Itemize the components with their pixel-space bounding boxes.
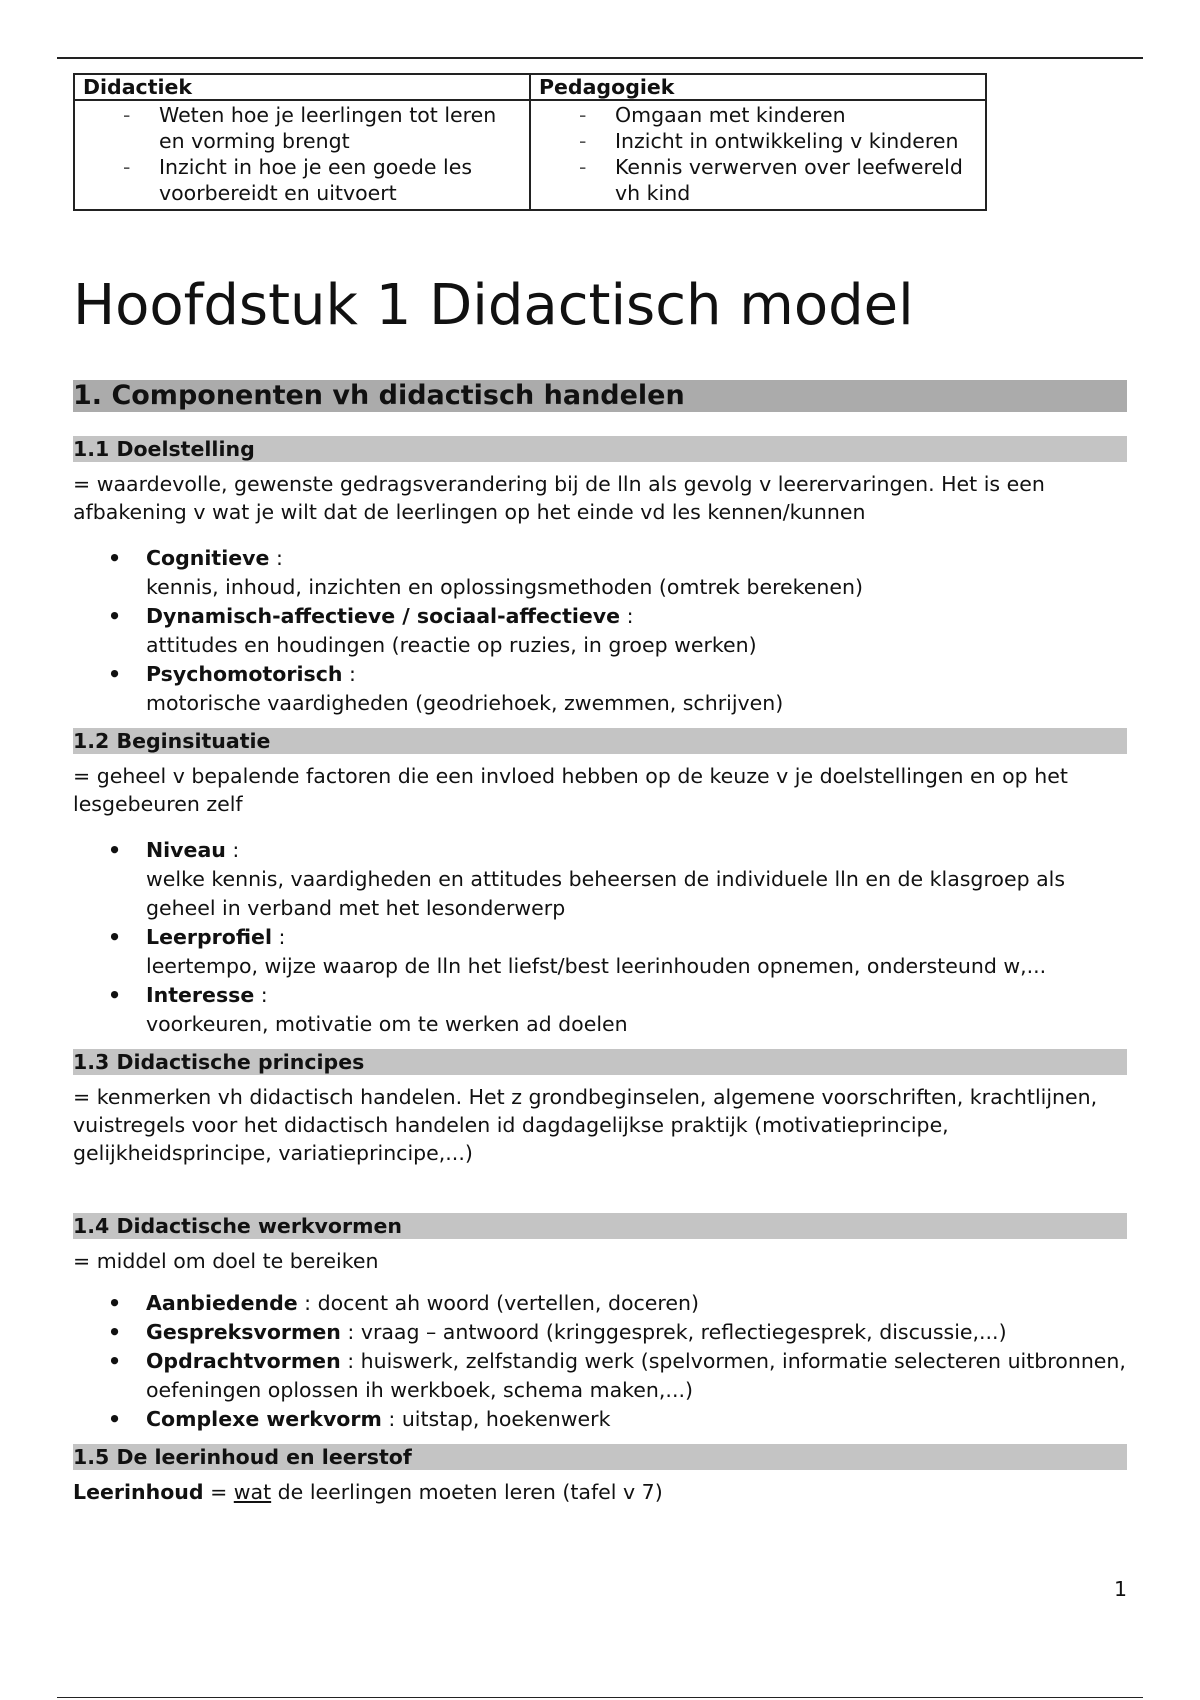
subsection-heading-leerinhoud: 1.5 De leerinhoud en leerstof: [73, 1444, 1127, 1470]
description: leertempo, wijze waarop de lln het liefst/best leerinhouden opnemen, ondersteund w,...: [146, 954, 1047, 978]
list-item: - Kennis verwerven over leefwereld vh kind: [539, 154, 977, 206]
description: : huiswerk, zelfstandig werk (spelvormen, informatie selecteren uitbronnen, oefeningen oplossen ih werkboek, schema maken,...): [146, 1349, 1126, 1402]
list-item: [73, 981, 1127, 1039]
werkvormen-list: [73, 1289, 1127, 1434]
description: : docent ah woord (vertellen, doceren): [297, 1291, 699, 1315]
term: Opdrachtvormen: [146, 1349, 341, 1373]
list-item: - Inzicht in ontwikkeling v kinderen: [539, 128, 977, 154]
list-item: [73, 660, 1127, 718]
term: Leerinhoud: [73, 1480, 204, 1504]
term: Leerprofiel: [146, 925, 272, 949]
section-heading: 1. Componenten vh didactisch handelen: [73, 380, 1127, 412]
pedagogiek-cell: [530, 100, 986, 210]
subsection-heading-beginsituatie: 1.2 Beginsituatie: [73, 728, 1127, 754]
principes-definition: = kenmerken vh didactisch handelen. Het z grondbeginselen, algemene voorschriften, krachtlijnen, vuistregels voor het didactisch handelen id dagdagelijkse praktijk (motivatieprincipe, gelijkheidsprincipe, variatieprincipe,...): [73, 1085, 1098, 1165]
description: motorische vaardigheden (geodriehoek, zwemmen, schrijven): [146, 691, 784, 715]
term: Complexe werkvorm: [146, 1407, 382, 1431]
list-item: [73, 602, 1127, 660]
table-header-row: [74, 74, 986, 100]
beginsituatie-definition: = geheel v bepalende factoren die een invloed hebben op de keuze v je doelstellingen en op het lesgebeuren zelf: [73, 764, 1068, 816]
term: Interesse: [146, 983, 255, 1007]
comparison-table: [73, 73, 987, 211]
list-item: - Omgaan met kinderen: [539, 102, 977, 128]
term: Aanbiedende: [146, 1291, 298, 1315]
underlined-word: wat: [233, 1480, 272, 1504]
list-item: [73, 1347, 1127, 1405]
list-item: [73, 544, 1127, 602]
term: Psychomotorisch: [146, 662, 343, 686]
description: attitudes en houdingen (reactie op ruzies, in groep werken): [146, 633, 757, 657]
chapter-title: Hoofdstuk 1 Didactisch model: [73, 273, 914, 338]
didactiek-cell: [74, 100, 530, 210]
bottom-rule: [57, 1697, 1143, 1698]
list-item: [73, 1405, 1127, 1434]
werkvormen-definition: = middel om doel te bereiken: [73, 1249, 379, 1273]
separator: :: [271, 925, 286, 949]
separator: :: [342, 662, 356, 686]
separator: :: [254, 983, 268, 1007]
description: de leerlingen moeten leren (tafel v 7): [271, 1480, 663, 1504]
equals: =: [203, 1480, 234, 1504]
description: : uitstap, hoekenwerk: [381, 1407, 611, 1431]
term: Dynamisch-affectieve / sociaal-affectieve: [146, 604, 621, 628]
doelstelling-list: [73, 544, 1127, 718]
table-row: [74, 100, 986, 210]
separator: :: [225, 838, 240, 862]
list-item: - Weten hoe je leerlingen tot leren en vorming brengt: [83, 102, 521, 154]
description: kennis, inhoud, inzichten en oplossingsmethoden (omtrek berekenen): [146, 575, 864, 599]
description: welke kennis, vaardigheden en attitudes beheersen de individuele lln en de klasgroep als geheel in verband met het lesonderwerp: [146, 867, 1066, 920]
top-rule: [57, 57, 1143, 59]
term: Niveau: [146, 838, 226, 862]
page-number: 1: [1113, 1577, 1127, 1601]
list-item: [73, 923, 1127, 981]
description: : vraag – antwoord (kringgesprek, reflectiegesprek, discussie,...): [340, 1320, 1007, 1344]
leerinhoud-definition: [73, 1478, 1127, 1506]
header-pedagogiek: Pedagogiek: [530, 74, 986, 100]
subsection-heading-doelstelling: 1.1 Doelstelling: [73, 436, 1127, 462]
subsection-heading-werkvormen: 1.4 Didactische werkvormen: [73, 1213, 1127, 1239]
header-didactiek: Didactiek: [74, 74, 530, 100]
list-item: [73, 1289, 1127, 1318]
description: voorkeuren, motivatie om te werken ad doelen: [146, 1012, 628, 1036]
list-item: - Inzicht in hoe je een goede les voorbereidt en uitvoert: [83, 154, 521, 206]
separator: :: [269, 546, 283, 570]
separator: :: [620, 604, 634, 628]
beginsituatie-list: [73, 836, 1127, 1039]
doelstelling-definition: = waardevolle, gewenste gedragsverandering bij de lln als gevolg v leerervaringen. Het is een afbakening v wat je wilt dat de leerlingen op het einde vd les kennen/kunnen: [73, 472, 1045, 524]
term: Gespreksvormen: [146, 1320, 341, 1344]
term: Cognitieve: [146, 546, 270, 570]
main-content: [73, 380, 1127, 1506]
list-item: [73, 836, 1127, 923]
list-item: [73, 1318, 1127, 1347]
subsection-heading-principes: 1.3 Didactische principes: [73, 1049, 1127, 1075]
